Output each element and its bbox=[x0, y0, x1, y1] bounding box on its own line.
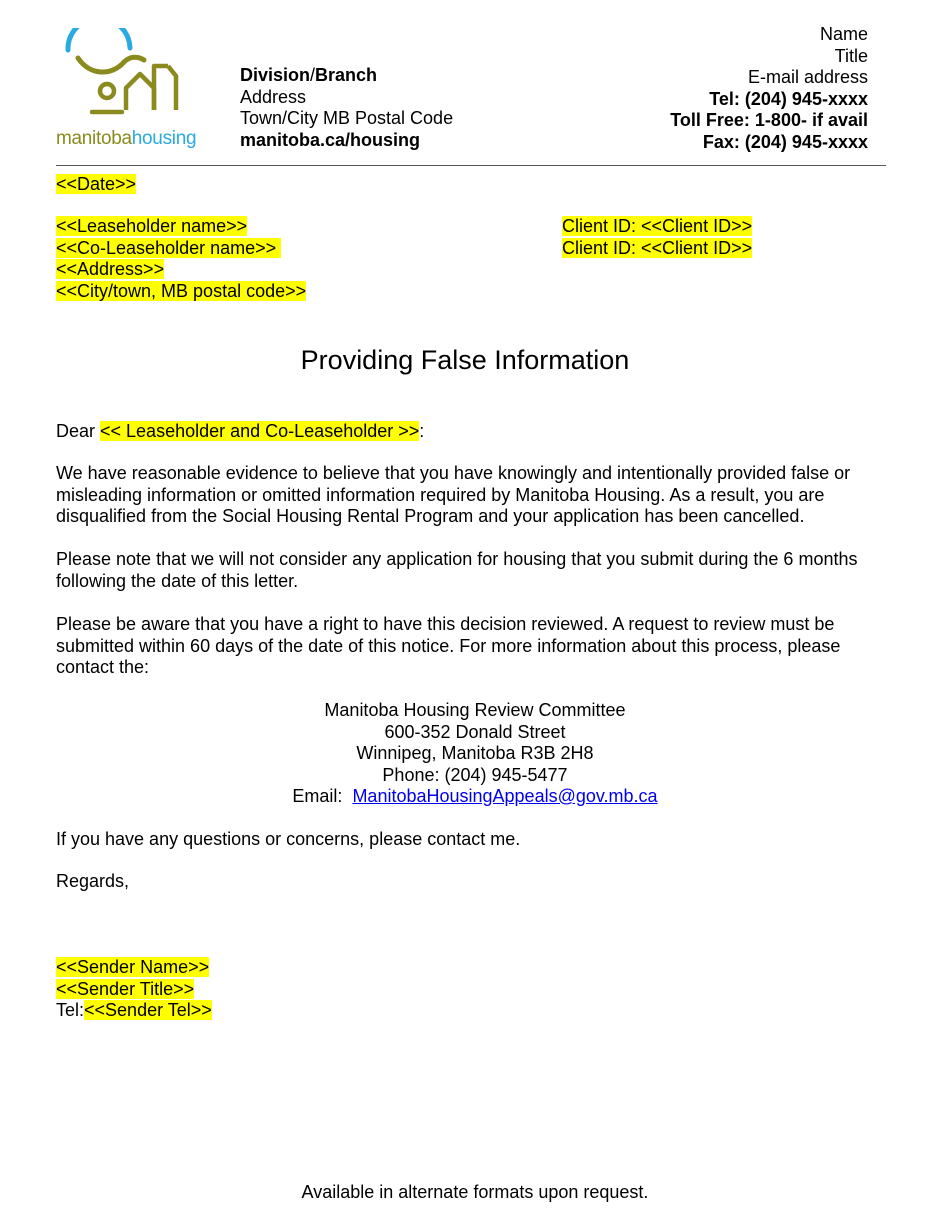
division-separator: / bbox=[310, 65, 316, 85]
recipient-block bbox=[56, 216, 306, 302]
housing-logo-icon bbox=[56, 28, 206, 128]
sender-name: <<Sender Name>> bbox=[56, 957, 210, 977]
leaseholder-name: <<Leaseholder name>> bbox=[56, 216, 248, 236]
committee-email-line bbox=[0, 786, 950, 808]
committee-city: Winnipeg, Manitoba R3B 2H8 bbox=[356, 743, 594, 763]
salutation bbox=[56, 421, 424, 443]
sender-title: <<Sender Title>> bbox=[56, 978, 195, 999]
contact-fax: Fax: (204) 945-xxxx bbox=[702, 131, 868, 152]
questions-line: If you have any questions or concerns, please contact me. bbox=[56, 829, 521, 849]
committee-email-link[interactable]: ManitobaHousingAppeals@gov.mb.ca bbox=[352, 786, 658, 806]
division-block bbox=[240, 65, 453, 151]
division-city: Town/City MB Postal Code bbox=[240, 108, 454, 128]
client-id-1: Client ID: <<Client ID>> bbox=[562, 216, 753, 236]
recipient-city: <<City/town, MB postal code>> bbox=[56, 280, 307, 301]
signature-block bbox=[56, 957, 212, 1022]
committee-name: Manitoba Housing Review Committee bbox=[324, 700, 626, 720]
division-branch-line bbox=[240, 65, 453, 87]
regards-line: Regards, bbox=[56, 871, 130, 891]
logo-wordmark bbox=[56, 128, 206, 150]
division-address: Address bbox=[240, 86, 307, 107]
logo-word-housing: housing bbox=[131, 128, 197, 149]
contact-toll-free: Toll Free: 1-800- if avail bbox=[670, 110, 868, 130]
paragraph-six-months: Please note that we will not consider any application for housing that you submit during the 6 months following the date of this letter. bbox=[56, 549, 858, 591]
recipient-address: <<Address>> bbox=[56, 259, 165, 279]
contact-tel: Tel: (204) 945-xxxx bbox=[709, 88, 868, 109]
letter-title: Providing False Information bbox=[300, 345, 630, 375]
branch-name: Branch bbox=[315, 65, 378, 85]
sender-tel-label: Tel: bbox=[56, 1000, 85, 1020]
salutation-suffix: : bbox=[419, 421, 425, 441]
footer-note: Available in alternate formats upon request. bbox=[301, 1182, 649, 1202]
salutation-prefix: Dear bbox=[56, 421, 101, 441]
committee-email-label: Email: bbox=[292, 786, 353, 806]
co-leaseholder-name: <<Co-Leaseholder name>> bbox=[56, 237, 282, 258]
committee-phone: Phone: (204) 945-5477 bbox=[382, 764, 568, 785]
paragraph-review-right: Please be aware that you have a right to have this decision reviewed. A request to review must be submitted within 60 days of the date of this notice. For more information about this process, please contact the: bbox=[56, 614, 841, 677]
division-website: manitoba.ca/housing bbox=[240, 129, 421, 150]
manitoba-housing-logo bbox=[56, 28, 206, 153]
committee-street: 600-352 Donald Street bbox=[384, 721, 566, 742]
date-placeholder: <<Date>> bbox=[56, 174, 137, 194]
salutation-name: << Leaseholder and Co-Leaseholder >> bbox=[100, 421, 420, 441]
contact-email: E-mail address bbox=[747, 67, 868, 87]
paragraph-evidence: We have reasonable evidence to believe that you have knowingly and intentionally provided false or misleading information or omitted information required by Manitoba Housing. As a result, you are disqualified from the Social Housing Rental Program and your application has been cancelled. bbox=[56, 463, 851, 526]
client-id-block bbox=[562, 216, 752, 259]
logo-word-manitoba: manitoba bbox=[56, 128, 132, 149]
contact-block bbox=[670, 24, 868, 153]
sender-tel: <<Sender Tel>> bbox=[84, 1000, 212, 1020]
contact-title: Title bbox=[834, 45, 868, 66]
header-divider bbox=[56, 165, 886, 166]
division-name: Division bbox=[240, 65, 311, 85]
review-committee-address bbox=[0, 700, 950, 808]
contact-name: Name bbox=[819, 24, 868, 44]
client-id-2: Client ID: <<Client ID>> bbox=[562, 237, 753, 258]
letter-date bbox=[56, 174, 136, 196]
